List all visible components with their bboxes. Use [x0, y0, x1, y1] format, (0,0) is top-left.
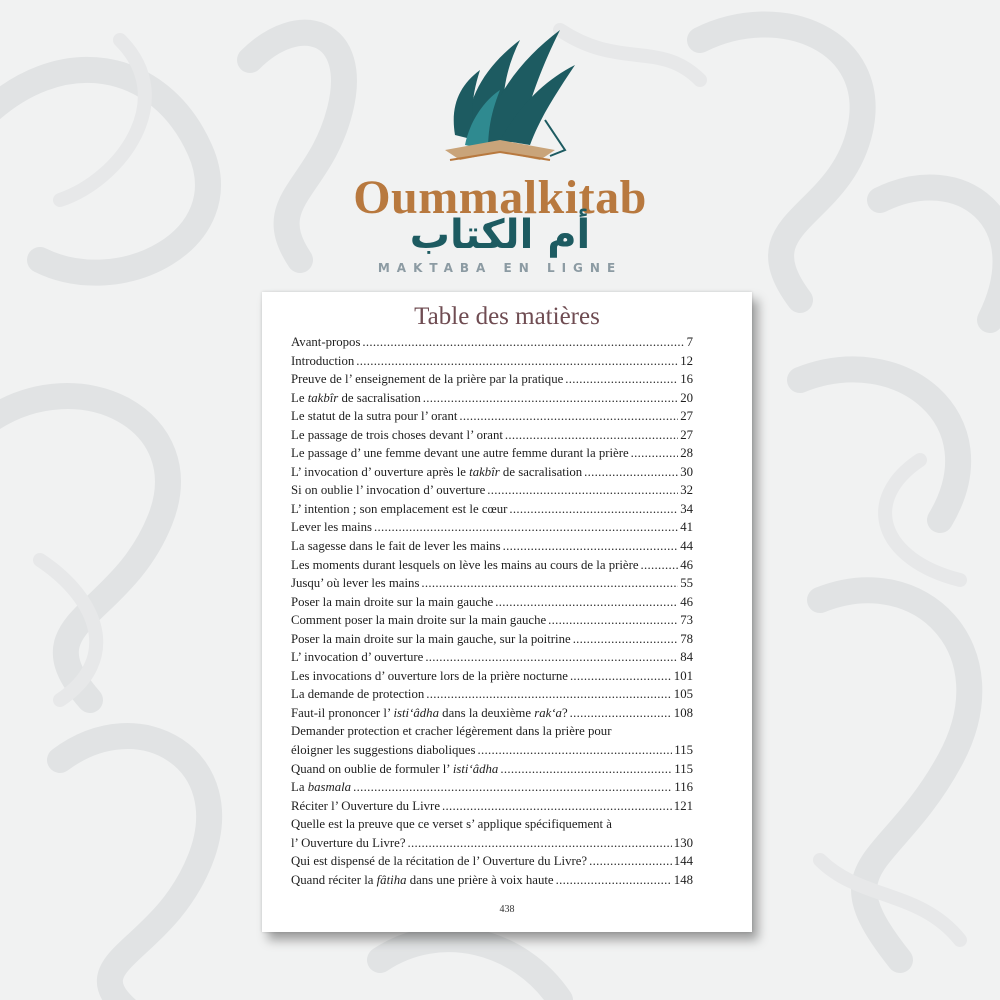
- toc-entry-page: 115: [674, 761, 693, 776]
- toc-entry-page: 121: [673, 798, 693, 813]
- dot-leader: [353, 778, 672, 797]
- toc-entry: [291, 630, 693, 649]
- toc-entry: [291, 481, 693, 500]
- toc-entry-text: La: [291, 780, 308, 795]
- toc-entry: [291, 722, 693, 759]
- brand-name-arabic: أم الكتاب: [409, 212, 591, 258]
- toc-entry-label: Lever les mains: [291, 520, 373, 535]
- toc-entry-text: dans la deuxième: [438, 705, 535, 720]
- book-page: [262, 292, 752, 932]
- dot-leader: [423, 389, 678, 408]
- toc-entry-label: Comment poser la main droite sur la main gauche: [291, 613, 547, 628]
- toc-entry-text: Faut-il prononcer l’: [291, 705, 394, 720]
- toc-entry-page: 115: [674, 743, 693, 758]
- dot-leader: [641, 556, 679, 575]
- toc-entry: [291, 407, 693, 426]
- dot-leader: [421, 574, 678, 593]
- toc-entry-text: Quand réciter la: [291, 872, 377, 887]
- dot-leader: [500, 760, 672, 779]
- toc-entries: [291, 333, 693, 889]
- toc-entry-text: L’ invocation d’ ouverture après le: [291, 464, 470, 479]
- toc-entry-label: L’ invocation d’ ouverture: [291, 650, 424, 665]
- toc-entry-page: 28: [680, 446, 693, 461]
- dot-leader: [556, 871, 672, 890]
- toc-entry-text: dans une prière à voix haute: [406, 872, 554, 887]
- dot-leader: [374, 518, 678, 537]
- dot-leader: [487, 481, 678, 500]
- toc-entry-page: 101: [673, 668, 693, 683]
- brand-tagline: MAKTABA EN LIGNE: [377, 261, 623, 275]
- dot-leader: [425, 648, 678, 667]
- toc-entry: [291, 389, 693, 408]
- toc-entry-label: Les invocations d’ ouverture lors de la prière nocturne: [291, 668, 568, 683]
- toc-entry-label: [291, 871, 554, 890]
- toc-entry-label: Le statut de la sutra pour l’ orant: [291, 409, 458, 424]
- toc-entry: [291, 444, 693, 463]
- toc-entry-label: [291, 778, 351, 797]
- toc-entry-label: La demande de protection: [291, 687, 425, 702]
- dot-leader: [356, 352, 678, 371]
- toc-entry-lead: Quelle est la preuve que ce verset s’ applique spécifiquement à: [291, 817, 612, 832]
- toc-entry-page: 105: [673, 687, 693, 702]
- dot-leader: [570, 704, 672, 723]
- toc-entry-page: 32: [680, 483, 693, 498]
- toc-entry-label: Jusqu’ où lever les mains: [291, 576, 420, 591]
- toc-entry-page: 16: [680, 372, 693, 387]
- toc-entry-page: 41: [680, 520, 693, 535]
- toc-entry-label: [291, 463, 582, 482]
- toc-entry-term: isti‘âdha: [393, 705, 439, 720]
- toc-entry-label: [291, 704, 568, 723]
- toc-entry-text: de sacralisation: [499, 464, 583, 479]
- toc-entry-label: Avant-propos: [291, 335, 361, 349]
- dot-leader: [362, 333, 684, 352]
- toc-entry-page: 7: [686, 335, 693, 349]
- toc-entry: [291, 500, 693, 519]
- page-number: 438: [499, 904, 515, 915]
- dot-leader: [509, 500, 678, 519]
- toc-entry-page: 130: [673, 835, 693, 850]
- toc-entry-label: L’ intention ; son emplacement est le cœur: [291, 501, 508, 516]
- toc-entry: [291, 685, 693, 704]
- toc-title: Table des matières: [414, 303, 600, 330]
- dot-leader: [548, 611, 678, 630]
- toc-entry-label: Le passage de trois choses devant l’ orant: [291, 427, 503, 442]
- toc-entry-label: Preuve de l’ enseignement de la prière par la pratique: [291, 372, 564, 387]
- toc-entry: [291, 593, 693, 612]
- toc-entry-page: 144: [673, 854, 693, 869]
- toc-entry-text: Le: [291, 390, 308, 405]
- toc-entry-label: Réciter l’ Ouverture du Livre: [291, 798, 440, 813]
- toc-entry-label: Introduction: [291, 353, 355, 368]
- toc-entry: [291, 426, 693, 445]
- toc-entry: [291, 518, 693, 537]
- toc-entry: [291, 370, 693, 389]
- toc-entry-text: ?: [561, 705, 568, 720]
- toc-entry-term: basmala: [307, 780, 352, 795]
- toc-entry-page: 30: [680, 464, 693, 479]
- toc-entry: [291, 556, 693, 575]
- dot-leader: [477, 741, 672, 760]
- toc-entry-page: 27: [680, 409, 693, 424]
- dot-leader: [426, 685, 672, 704]
- toc-entry-term: rak‘a: [534, 705, 562, 720]
- toc-entry-page: 34: [680, 501, 693, 516]
- toc-entry-label: [291, 760, 498, 779]
- toc-entry-page: 73: [680, 613, 693, 628]
- toc-entry-text: Quand on oublie de formuler l’: [291, 761, 453, 776]
- toc-entry: [291, 760, 693, 779]
- dot-leader: [495, 593, 678, 612]
- toc-entry-page: 46: [680, 594, 693, 609]
- toc-entry-page: 44: [680, 539, 693, 554]
- toc-entry-page: 116: [674, 780, 693, 795]
- toc-entry: [291, 815, 693, 852]
- dot-leader: [573, 630, 679, 649]
- dot-leader: [589, 852, 672, 871]
- toc-entry-label: Poser la main droite sur la main gauche: [291, 594, 494, 609]
- toc-entry-term: isti‘âdha: [452, 761, 499, 776]
- toc-entry-term: fâtiha: [376, 872, 407, 887]
- toc-entry-page: 78: [680, 631, 693, 646]
- dot-leader: [565, 370, 678, 389]
- dot-leader: [570, 667, 672, 686]
- toc-entry-label: Si on oublie l’ invocation d’ ouverture: [291, 483, 486, 498]
- toc-entry: [291, 463, 693, 482]
- toc-entry-text: de sacralisation: [338, 390, 421, 405]
- toc-entry: [291, 333, 693, 352]
- dot-leader: [505, 426, 678, 445]
- brand-name-latin: Oummalkitab: [353, 171, 647, 224]
- toc-entry-page: 12: [680, 353, 693, 368]
- dot-leader: [442, 797, 672, 816]
- toc-entry-page: 27: [680, 427, 693, 442]
- toc-entry: [291, 797, 693, 816]
- toc-entry-label: La sagesse dans le fait de lever les mains: [291, 539, 501, 554]
- toc-entry: [291, 871, 693, 890]
- toc-entry-term: takbîr: [307, 390, 339, 405]
- toc-entry: [291, 574, 693, 593]
- toc-entry-page: 108: [673, 705, 693, 720]
- toc-entry: [291, 537, 693, 556]
- toc-entry-lead: Demander protection et cracher légèrement dans la prière pour: [291, 724, 612, 739]
- dot-leader: [503, 537, 679, 556]
- toc-entry-label: Le passage d’ une femme devant une autre femme durant la prière: [291, 446, 629, 461]
- toc-entry-page: 46: [680, 557, 693, 572]
- toc-entry: [291, 611, 693, 630]
- toc-entry-page: 84: [680, 650, 693, 665]
- toc-entry-label: Poser la main droite sur la main gauche, sur la poitrine: [291, 631, 571, 646]
- toc-entry-page: 55: [680, 576, 693, 591]
- toc-entry-page: 20: [680, 390, 693, 405]
- toc-entry-label: [291, 389, 421, 408]
- toc-entry-page: 148: [673, 872, 693, 887]
- dot-leader: [584, 463, 678, 482]
- dot-leader: [631, 444, 679, 463]
- toc-entry: [291, 667, 693, 686]
- dot-leader: [408, 834, 672, 853]
- toc-entry: [291, 778, 693, 797]
- toc-entry: [291, 852, 693, 871]
- toc-entry-label: Qui est dispensé de la récitation de l’ Ouverture du Livre?: [291, 854, 588, 869]
- toc-entry-label: éloigner les suggestions diaboliques: [291, 743, 476, 758]
- dot-leader: [459, 407, 678, 426]
- toc-entry: [291, 648, 693, 667]
- toc-entry: [291, 352, 693, 371]
- toc-entry-label: Les moments durant lesquels on lève les mains au cours de la prière: [291, 557, 639, 572]
- toc-entry: [291, 704, 693, 723]
- toc-entry-label: l’ Ouverture du Livre?: [291, 835, 406, 850]
- toc-entry-term: takbîr: [469, 464, 500, 479]
